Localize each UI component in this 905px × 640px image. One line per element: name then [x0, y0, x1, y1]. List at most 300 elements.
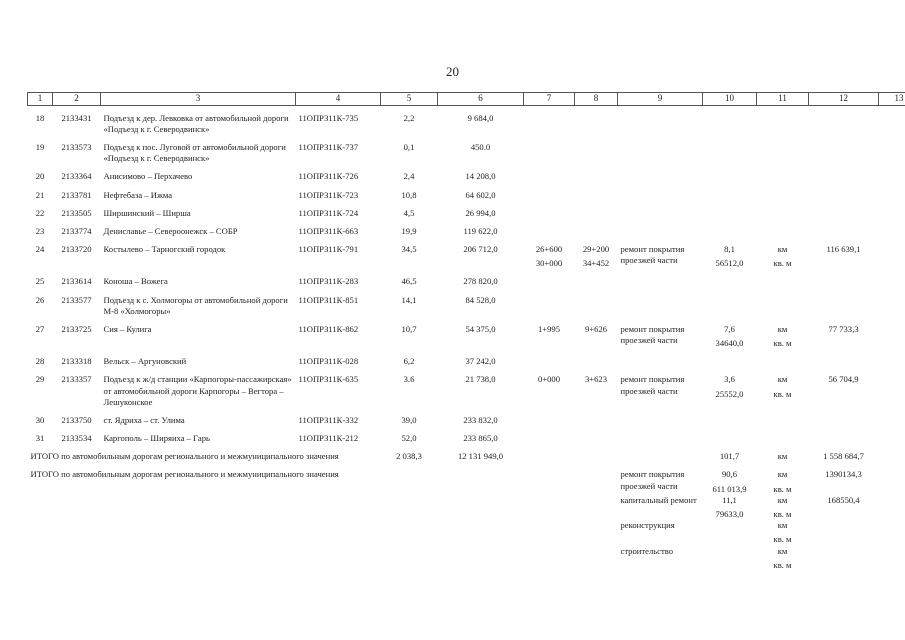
- empty-cell: [879, 426, 905, 444]
- road-cost: [438, 408, 524, 426]
- road-code-value: 2133725: [61, 323, 92, 334]
- road-id-value: 11ОПРЗ11К-663: [298, 225, 359, 236]
- table-row: [28, 269, 905, 287]
- empty-cell: [879, 201, 905, 219]
- road-cost-value: 21 738,0: [465, 374, 496, 385]
- work-cost-value: 116 639,1: [826, 244, 861, 255]
- total-cost: [438, 444, 524, 462]
- end-km-value: 29+200: [582, 244, 610, 255]
- road-code-value: 2133750: [61, 414, 92, 425]
- road-id-value: 11ОПРЗ11К-635: [298, 374, 359, 385]
- end-km: [575, 201, 618, 219]
- road-code: [53, 201, 101, 219]
- road-code-value: 2133781: [61, 189, 92, 200]
- work-cost: [809, 495, 879, 520]
- end-km: [575, 426, 618, 444]
- work-volume: [703, 408, 757, 426]
- road-length-value: 46,5: [401, 276, 417, 287]
- unit: [757, 164, 809, 182]
- empty-cell: [618, 444, 703, 462]
- road-code-value: 2133573: [61, 142, 92, 153]
- road-id: [296, 105, 381, 135]
- start-km: [524, 317, 575, 349]
- work-volume-value: 90,6: [721, 469, 738, 480]
- road-id: [296, 317, 381, 349]
- work-type: [618, 164, 703, 182]
- total-label: [28, 444, 381, 462]
- road-length: [381, 367, 438, 408]
- work-volume-value: 7,6: [724, 323, 735, 334]
- total-unit-value: км: [777, 451, 788, 462]
- roads-table: [27, 92, 905, 571]
- empty-cell: [879, 495, 905, 520]
- end-km: [575, 135, 618, 164]
- road-name: [101, 349, 296, 367]
- road-code: [53, 269, 101, 287]
- work-type: [618, 426, 703, 444]
- total-breakdown-row: [28, 546, 905, 571]
- road-cost-value: 54 375,0: [465, 323, 496, 334]
- work-type: [618, 546, 703, 571]
- column-header: 4: [296, 93, 381, 106]
- total-breakdown-row: [28, 520, 905, 545]
- road-cost-value: 278 820,0: [463, 276, 498, 287]
- row-number-value: 31: [35, 433, 45, 444]
- road-cost-value: 26 994,0: [465, 207, 496, 218]
- road-id-value: 11ОПРЗ11К-726: [298, 171, 359, 182]
- road-name-value: Анисимово – Перхачево: [103, 171, 193, 182]
- work-type-value: ремонт покрытия проезжей части: [620, 374, 685, 396]
- road-cost: [438, 288, 524, 317]
- road-cost: [438, 135, 524, 164]
- work-type: [618, 237, 703, 269]
- road-id: [296, 219, 381, 237]
- empty-cell: [28, 520, 618, 545]
- start-km: [524, 288, 575, 317]
- road-cost-value: 14 208,0: [465, 171, 496, 182]
- work-cost: [809, 367, 879, 408]
- start-km: [524, 269, 575, 287]
- table-row: [28, 219, 905, 237]
- road-name: [101, 219, 296, 237]
- table-row: [28, 183, 905, 201]
- work-type: [618, 367, 703, 408]
- unit-second-value: кв. м: [773, 534, 792, 545]
- work-cost: [809, 105, 879, 135]
- empty-cell: [879, 288, 905, 317]
- column-header: 13: [879, 93, 905, 106]
- unit-value: км: [777, 244, 788, 255]
- road-id-value: 11ОПРЗ11К-028: [298, 356, 359, 367]
- work-type-value: строительство: [620, 545, 674, 556]
- empty-cell: [879, 546, 905, 571]
- empty-cell: [879, 183, 905, 201]
- unit: [757, 105, 809, 135]
- road-id-value: 11ОПРЗ11К-723: [298, 189, 359, 200]
- work-cost: [809, 183, 879, 201]
- unit-second-value: кв. м: [773, 388, 792, 399]
- start-km-second-value: 30+000: [535, 258, 563, 269]
- road-length: [381, 164, 438, 182]
- row-number-value: 20: [35, 171, 45, 182]
- end-km: [575, 367, 618, 408]
- empty-cell: [879, 164, 905, 182]
- road-name-value: Вельск – Аргуновский: [103, 356, 187, 367]
- work-cost-value: 1390134,3: [825, 469, 862, 480]
- road-cost-value: 450.0: [470, 142, 491, 153]
- unit-value: км: [777, 520, 788, 531]
- start-km: [524, 408, 575, 426]
- road-length: [381, 105, 438, 135]
- row-number: [28, 164, 53, 182]
- unit: [757, 237, 809, 269]
- start-km-value: 26+600: [535, 244, 563, 255]
- road-name: [101, 183, 296, 201]
- work-cost: [809, 201, 879, 219]
- row-number-value: 30: [35, 414, 45, 425]
- road-length-value: 2,4: [403, 171, 415, 182]
- road-id-value: 11ОПРЗ11К-212: [298, 433, 359, 444]
- row-number-value: 19: [35, 142, 45, 153]
- column-header: 12: [809, 93, 879, 106]
- road-id: [296, 135, 381, 164]
- unit-value: км: [777, 374, 788, 385]
- road-length-value: 39,0: [401, 414, 417, 425]
- page-number: 20: [446, 64, 459, 79]
- total-unit: [757, 444, 809, 462]
- road-length-value: 14,1: [401, 294, 417, 305]
- row-number: [28, 349, 53, 367]
- start-km: [524, 349, 575, 367]
- work-type: [618, 349, 703, 367]
- empty-cell: [879, 317, 905, 349]
- empty-cell: [879, 269, 905, 287]
- road-code-value: 2133431: [61, 112, 92, 123]
- row-number-value: 27: [35, 323, 45, 334]
- unit-value: км: [777, 494, 788, 505]
- table-row: [28, 164, 905, 182]
- column-header: 7: [524, 93, 575, 106]
- work-cost: [809, 269, 879, 287]
- work-cost: [809, 546, 879, 571]
- road-cost-value: 9 684,0: [467, 112, 494, 123]
- road-id: [296, 408, 381, 426]
- road-name-value: Подъезд к пос. Луговой от автомобильной дороги «Подъезд к г. Северодвинск»: [103, 142, 286, 164]
- unit: [757, 495, 809, 520]
- unit: [757, 317, 809, 349]
- work-volume: [703, 201, 757, 219]
- total-length: [381, 444, 438, 462]
- unit: [757, 367, 809, 408]
- work-type-value: капитальный ремонт: [620, 494, 697, 505]
- road-id-value: 11ОПРЗ11К-735: [298, 112, 359, 123]
- work-volume: [703, 367, 757, 408]
- work-cost: [809, 408, 879, 426]
- total-label-value: ИТОГО по автомобильным дорогам регионального и межмуниципального значения: [30, 451, 339, 462]
- road-cost: [438, 105, 524, 135]
- unit-second-value: кв. м: [773, 258, 792, 269]
- road-cost-value: 206 712,0: [463, 244, 498, 255]
- empty-cell: [879, 408, 905, 426]
- road-name: [101, 105, 296, 135]
- column-header: 6: [438, 93, 524, 106]
- unit: [757, 426, 809, 444]
- start-km: [524, 105, 575, 135]
- work-cost: [809, 317, 879, 349]
- unit: [757, 183, 809, 201]
- road-length-value: 52,0: [401, 433, 417, 444]
- work-volume: [703, 317, 757, 349]
- unit: [757, 135, 809, 164]
- work-cost: [809, 219, 879, 237]
- empty-cell: [575, 444, 618, 462]
- table-row: [28, 426, 905, 444]
- road-name-value: Подъезд к ж/д станции «Карпогоры-пассажирская» от автомобильной дороги Карпогоры – Вегтора – Лешуконское: [103, 374, 292, 407]
- table-row: [28, 135, 905, 164]
- road-cost: [438, 367, 524, 408]
- column-header: 5: [381, 93, 438, 106]
- unit-value: км: [777, 545, 788, 556]
- road-length-value: 4,5: [403, 207, 415, 218]
- unit-value: км: [777, 323, 788, 334]
- road-id: [296, 183, 381, 201]
- empty-cell: [28, 495, 618, 520]
- start-km: [524, 219, 575, 237]
- table-row: [28, 288, 905, 317]
- row-number: [28, 288, 53, 317]
- empty-cell: [879, 444, 905, 462]
- table-row: [28, 317, 905, 349]
- road-id: [296, 288, 381, 317]
- row-number-value: 26: [35, 294, 45, 305]
- road-code-value: 2133318: [61, 356, 92, 367]
- unit: [757, 219, 809, 237]
- work-volume: [703, 462, 757, 494]
- road-name: [101, 201, 296, 219]
- work-cost-value: 56 704,9: [828, 374, 859, 385]
- end-km: [575, 105, 618, 135]
- road-name-value: Сия – Кулига: [103, 323, 152, 334]
- row-number: [28, 408, 53, 426]
- work-volume-second-value: 79633,0: [715, 508, 744, 519]
- row-number-value: 24: [35, 244, 45, 255]
- road-cost-value: 37 242,0: [465, 356, 496, 367]
- road-name: [101, 367, 296, 408]
- work-volume: [703, 269, 757, 287]
- column-header: 8: [575, 93, 618, 106]
- table-row: [28, 201, 905, 219]
- row-number: [28, 183, 53, 201]
- work-volume-value: 3,6: [724, 374, 735, 385]
- road-name: [101, 269, 296, 287]
- total-length-value: 2 038,3: [396, 451, 422, 462]
- road-name-value: Костылево – Тарногский городок: [103, 244, 226, 255]
- work-type: [618, 269, 703, 287]
- table-row: [28, 367, 905, 408]
- road-length-value: 3.6: [403, 374, 415, 385]
- end-km: [575, 408, 618, 426]
- total-cost-value: 12 131 949,0: [457, 451, 504, 462]
- end-km: [575, 183, 618, 201]
- total-work-cost: [809, 444, 879, 462]
- work-volume-second-value: 25552,0: [715, 388, 744, 399]
- row-number: [28, 269, 53, 287]
- total-breakdown-label-value: ИТОГО по автомобильным дорогам регионального и межмуниципального значения: [30, 469, 339, 480]
- road-code-value: 2133614: [61, 276, 92, 287]
- column-header: 3: [101, 93, 296, 106]
- road-id-value: 11ОПРЗ11К-283: [298, 276, 359, 287]
- work-type: [618, 408, 703, 426]
- road-length-value: 19,9: [401, 225, 417, 236]
- work-volume: [703, 520, 757, 545]
- column-header: 2: [53, 93, 101, 106]
- work-type: [618, 288, 703, 317]
- work-type: [618, 135, 703, 164]
- unit-value: км: [777, 469, 788, 480]
- work-type: [618, 495, 703, 520]
- work-cost: [809, 520, 879, 545]
- row-number: [28, 426, 53, 444]
- road-code-value: 2133774: [61, 225, 92, 236]
- empty-cell: [879, 367, 905, 408]
- work-volume-value: 8,1: [724, 244, 735, 255]
- unit: [757, 269, 809, 287]
- row-number: [28, 219, 53, 237]
- road-name-value: Нефтебаза – Ижма: [103, 189, 173, 200]
- road-length-value: 34,5: [401, 244, 417, 255]
- empty-cell: [879, 462, 905, 494]
- start-km-value: 1+995: [537, 323, 561, 334]
- road-id: [296, 201, 381, 219]
- end-km: [575, 164, 618, 182]
- unit: [757, 462, 809, 494]
- work-cost: [809, 237, 879, 269]
- table-row: [28, 349, 905, 367]
- column-header: 11: [757, 93, 809, 106]
- road-cost: [438, 183, 524, 201]
- work-cost-value: 168550,4: [827, 494, 860, 505]
- row-number-value: 25: [35, 276, 45, 287]
- empty-cell: [879, 237, 905, 269]
- unit-second-value: кв. м: [773, 483, 792, 494]
- road-code: [53, 426, 101, 444]
- work-volume: [703, 288, 757, 317]
- row-number: [28, 237, 53, 269]
- road-code-value: 2133364: [61, 171, 92, 182]
- work-volume-value: 11,1: [722, 494, 737, 505]
- column-header: 10: [703, 93, 757, 106]
- work-volume: [703, 495, 757, 520]
- empty-cell: [879, 219, 905, 237]
- end-km: [575, 288, 618, 317]
- end-km: [575, 269, 618, 287]
- row-number-value: 22: [35, 207, 45, 218]
- start-km: [524, 367, 575, 408]
- road-code-value: 2133720: [61, 244, 92, 255]
- unit-second-value: кв. м: [773, 338, 792, 349]
- total-breakdown-row: [28, 495, 905, 520]
- road-name-value: Подъезд к с. Холмогоры от автомобильной дороги М-8 «Холмогоры»: [103, 294, 288, 316]
- road-name: [101, 317, 296, 349]
- road-name-value: Дениславье – Североонежск – СОБР: [103, 225, 238, 236]
- column-header: 9: [618, 93, 703, 106]
- road-code: [53, 183, 101, 201]
- work-type-value: реконструкция: [620, 520, 675, 531]
- row-number: [28, 201, 53, 219]
- work-cost: [809, 349, 879, 367]
- end-km-value: 3+623: [584, 374, 608, 385]
- column-number-row: [28, 93, 905, 106]
- work-cost-value: 77 733,3: [828, 323, 859, 334]
- column-header: 1: [28, 93, 53, 106]
- road-name-value: Ширшинский – Ширша: [103, 207, 191, 218]
- row-number: [28, 317, 53, 349]
- row-number: [28, 367, 53, 408]
- road-name-value: ст. Ядриха – ст. Улима: [103, 414, 185, 425]
- road-length: [381, 201, 438, 219]
- road-length: [381, 426, 438, 444]
- work-volume-second-value: 34640,0: [715, 338, 744, 349]
- road-id: [296, 164, 381, 182]
- road-code-value: 2133577: [61, 294, 92, 305]
- road-cost: [438, 269, 524, 287]
- road-length: [381, 288, 438, 317]
- road-name: [101, 426, 296, 444]
- empty-cell: [28, 546, 618, 571]
- road-name-value: Коноша – Вожега: [103, 276, 168, 287]
- work-volume-second-value: 611 013,9: [712, 483, 747, 494]
- work-cost: [809, 164, 879, 182]
- unit: [757, 546, 809, 571]
- work-volume: [703, 237, 757, 269]
- row-number: [28, 135, 53, 164]
- end-km-value: 9+626: [584, 323, 608, 334]
- road-cost-value: 233 832,0: [463, 414, 498, 425]
- road-code-value: 2133357: [61, 374, 92, 385]
- road-name-value: Подъезд к дер. Левковка от автомобильной дороги «Подъезд к г. Северодвинск»: [103, 112, 289, 134]
- road-id-value: 11ОПРЗ11К-724: [298, 207, 359, 218]
- work-volume-second-value: 56512,0: [715, 258, 744, 269]
- work-volume: [703, 219, 757, 237]
- road-id: [296, 349, 381, 367]
- road-name: [101, 237, 296, 269]
- row-number-value: 28: [35, 356, 45, 367]
- work-type-value: ремонт покрытия проезжей части: [620, 323, 685, 346]
- work-cost: [809, 426, 879, 444]
- work-type: [618, 317, 703, 349]
- empty-cell: [524, 444, 575, 462]
- road-cost: [438, 164, 524, 182]
- road-code: [53, 349, 101, 367]
- end-km: [575, 219, 618, 237]
- work-cost: [809, 288, 879, 317]
- table-row: [28, 408, 905, 426]
- work-volume: [703, 546, 757, 571]
- work-volume: [703, 183, 757, 201]
- start-km: [524, 237, 575, 269]
- road-length: [381, 317, 438, 349]
- work-volume: [703, 426, 757, 444]
- start-km: [524, 201, 575, 219]
- work-cost: [809, 462, 879, 494]
- unit-second-value: кв. м: [773, 508, 792, 519]
- road-name-value: Каргополь – Ширяиха – Гарь: [103, 433, 210, 444]
- road-name: [101, 135, 296, 164]
- start-km-value: 0+000: [537, 374, 561, 385]
- road-id-value: 11ОПРЗ11К-862: [298, 323, 359, 334]
- total-work-cost-value: 1 558 684,7: [823, 451, 864, 462]
- road-length: [381, 237, 438, 269]
